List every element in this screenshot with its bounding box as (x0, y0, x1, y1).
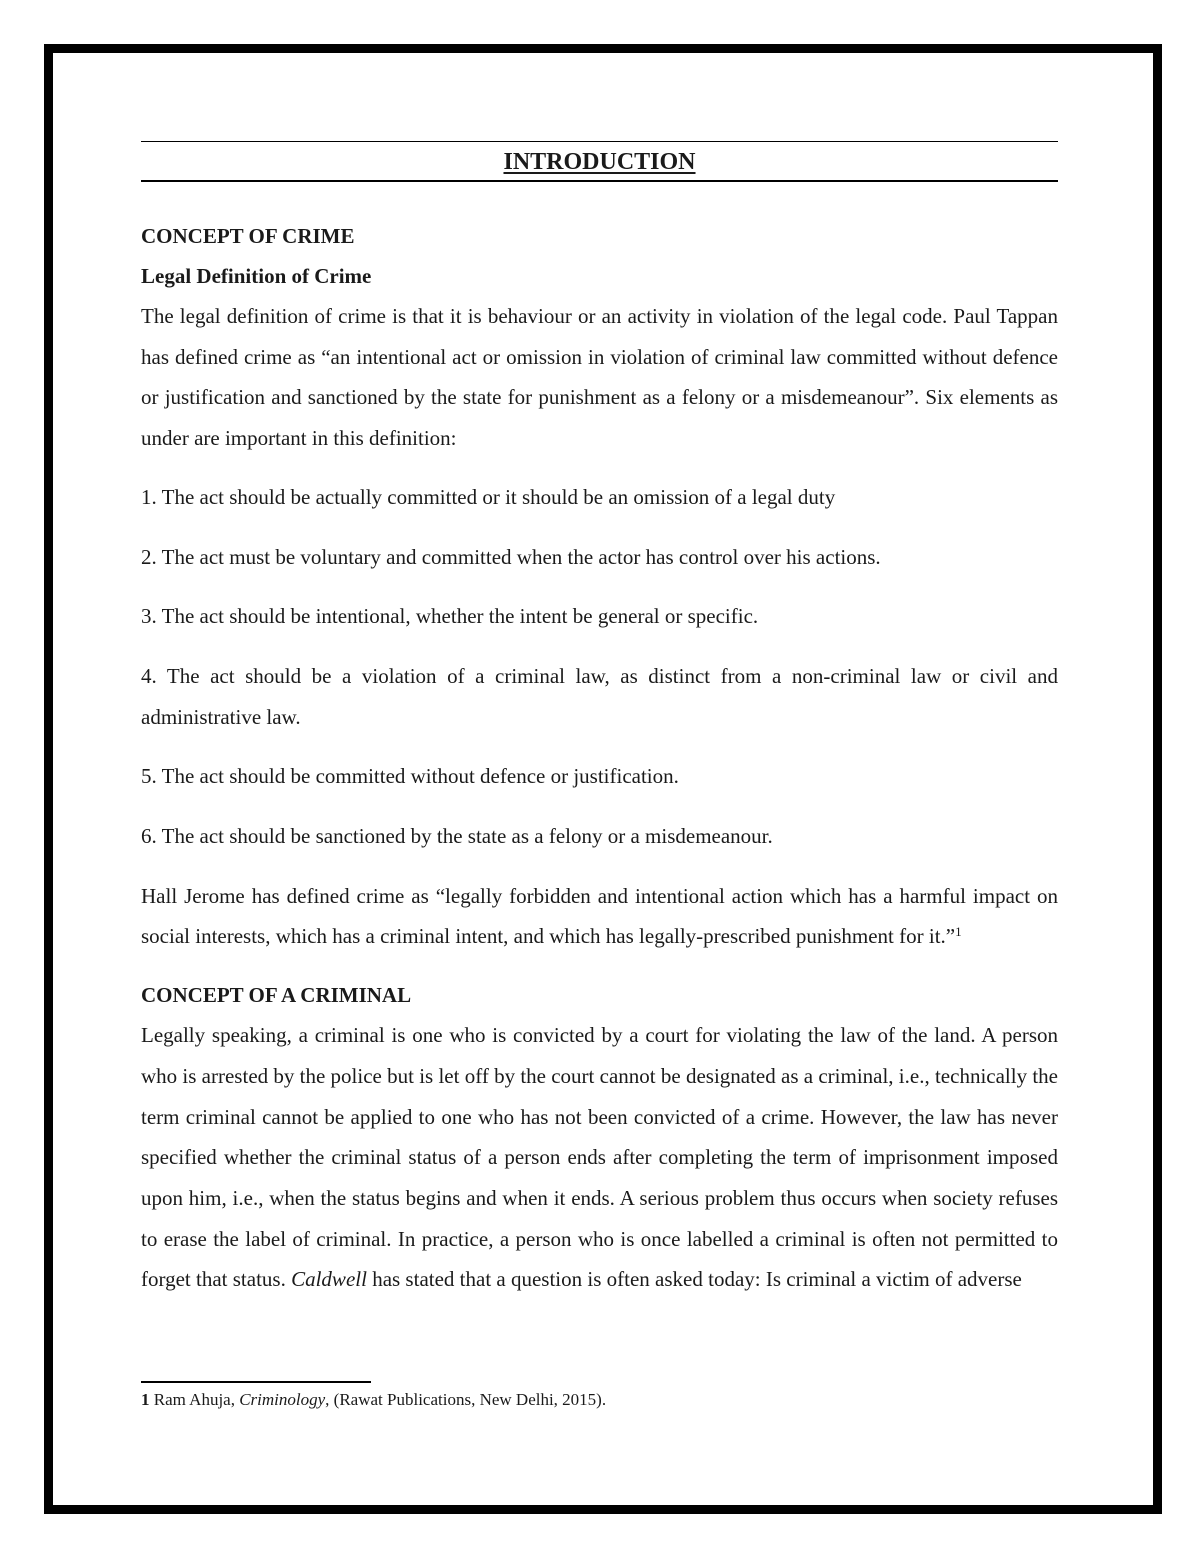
document-body (141, 141, 1058, 1300)
footnote-publication: , (Rawat Publications, New Delhi, 2015). (325, 1390, 607, 1409)
list-item: 2. The act must be voluntary and committed when the actor has control over his actions. (141, 544, 881, 569)
list-item: 4. The act should be a violation of a criminal law, as distinct from a non-criminal law or civil and administrative law. (141, 663, 1058, 729)
paragraph-concept-of-criminal (141, 1015, 1058, 1300)
elements-list (141, 477, 1058, 857)
footnote-number: 1 (141, 1390, 150, 1409)
footnote-book-title: Criminology (239, 1390, 326, 1409)
page-title: INTRODUCTION (503, 149, 696, 175)
section-heading-crime: CONCEPT OF CRIME (141, 224, 355, 248)
caldwell-text: has stated that a question is often asked today: Is criminal a victim of adverse (366, 1267, 1022, 1292)
list-item: 5. The act should be committed without defence or justification. (141, 764, 679, 789)
caldwell-name: Caldwell (291, 1267, 367, 1292)
list-item: 1. The act should be actually committed or it should be an omission of a legal duty (141, 484, 836, 509)
footnote-separator (141, 1381, 371, 1383)
footnote-reference: 1 (955, 924, 962, 940)
list-item: 6. The act should be sanctioned by the state as a felony or a misdemeanour. (141, 824, 773, 849)
criminal-body-text: Legally speaking, a criminal is one who is convicted by a court for violating the law of the land. A person who is arrested by the police but is let off by the court cannot be designated as a criminal, i.e., technically the term criminal cannot be applied to one who has not been convicted of a crime. However, the law has never specified whether the criminal status of a person ends after completing the term of imprisonment imposed upon him, i.e., when the status begins and when it ends. A serious problem thus occurs when society refuses to erase the label of criminal. In practice, a person who is once labelled a criminal is often not permitted to forget that status. (141, 1023, 1058, 1292)
paragraph-legal-definition: The legal definition of crime is that it is behaviour or an activity in violation of the legal code. Paul Tappan has defined crime as “an intentional act or omission in violation of criminal law committed without defence or justification and sanctioned by the state for punishment as a felony or a misdemeanour”. Six elements as under are important in this definition: (141, 304, 1058, 451)
footnote-author: Ram Ahuja, (149, 1390, 240, 1409)
section-heading-criminal: CONCEPT OF A CRIMINAL (141, 983, 412, 1008)
list-item: 3. The act should be intentional, whether the intent be general or specific. (141, 604, 759, 629)
subheading-legal-definition: Legal Definition of Crime (141, 264, 372, 288)
footnote (141, 1389, 606, 1411)
paragraph-hall-jerome (141, 876, 1058, 957)
hall-jerome-text: Hall Jerome has defined crime as “legally forbidden and intentional action which has a harmful impact on social interests, which has a criminal intent, and which has legally-prescribed punishment for it.” (141, 883, 1058, 949)
title-rule-top (141, 141, 1058, 142)
